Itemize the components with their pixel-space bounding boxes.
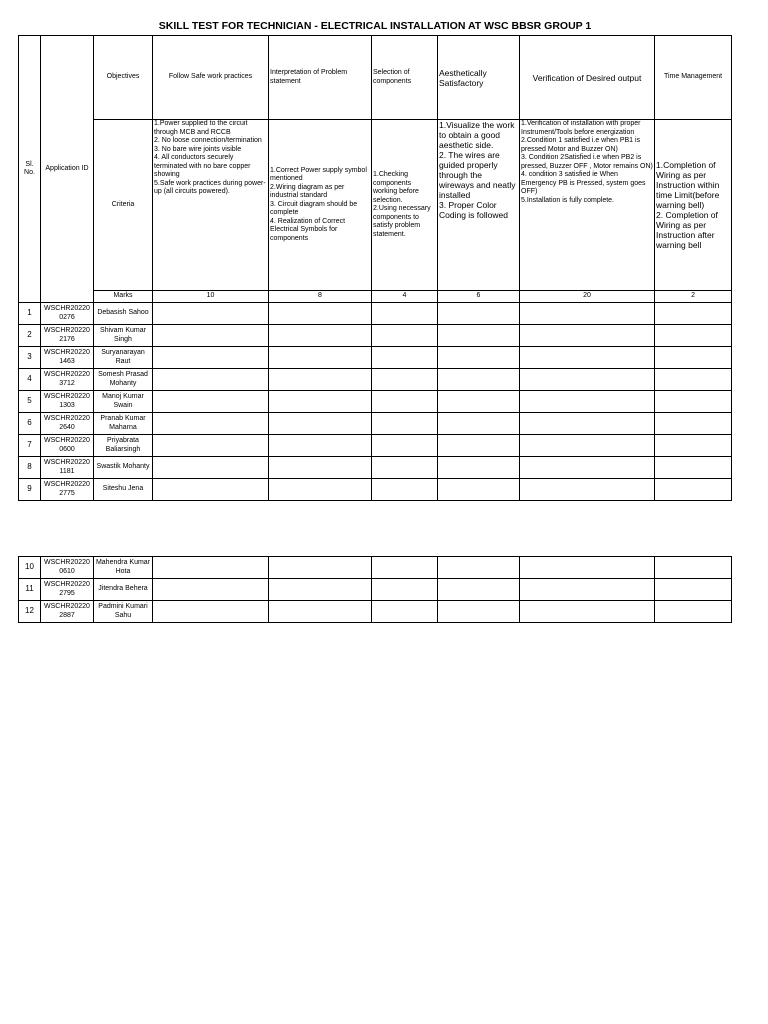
candidate-name: Jitendra Behera [94,579,153,601]
score-cell[interactable] [372,325,438,347]
objective-5-criteria: 1.Verification of installation with proper Instrument/Tools before energization 2.Condition 1 satisfied i.e when PB1 is pressed Motor and Buzzer ON) 3. Condition 2Satisfied i.e when PB2 is pressed, Buzzer OFF , Motor remains ON) 4. condition 3 satisfied ie When Emergency PB is Pressed, system goes OFF) 5.Installation is fully complete. [520,120,655,291]
application-id: WSCHR20220 2887 [41,601,94,623]
score-cell[interactable] [269,391,372,413]
score-cell[interactable] [372,347,438,369]
score-cell[interactable] [438,557,520,579]
objective-6-marks: 2 [655,291,732,303]
score-cell[interactable] [269,369,372,391]
score-cell[interactable] [269,413,372,435]
score-cell[interactable] [153,557,269,579]
page-title: SKILL TEST FOR TECHNICIAN - ELECTRICAL INSTALLATION AT WSC BBSR GROUP 1 [19,18,732,36]
score-cell[interactable] [153,601,269,623]
objective-4-criteria: 1.Visualize the work to obtain a good aesthetic side. 2. The wires are guided properly through the wireways and neatly installed 3. Proper Color Coding is followed [438,120,520,291]
table-row [19,369,732,391]
score-cell[interactable] [372,479,438,501]
score-cell[interactable] [269,435,372,457]
objective-4-marks: 6 [438,291,520,303]
score-cell[interactable] [269,303,372,325]
score-cell[interactable] [153,369,269,391]
application-id: WSCHR20220 2775 [41,479,94,501]
table-row [19,435,732,457]
score-cell[interactable] [655,369,732,391]
sl-no: 2 [19,325,41,347]
score-cell[interactable] [655,303,732,325]
table-row [19,601,732,623]
application-id-header: Application ID [41,36,94,303]
application-id: WSCHR20220 0276 [41,303,94,325]
candidate-name: Mahendra Kumar Hota [94,557,153,579]
application-id: WSCHR20220 2176 [41,325,94,347]
table-row [19,347,732,369]
criteria-label: Criteria [94,120,153,291]
score-cell[interactable] [655,579,732,601]
score-cell[interactable] [153,325,269,347]
score-cell[interactable] [655,325,732,347]
objective-2-marks: 8 [269,291,372,303]
sl-no: 10 [19,557,41,579]
score-cell[interactable] [153,579,269,601]
candidate-name: Siteshu Jena [94,479,153,501]
score-cell[interactable] [520,391,655,413]
candidate-name: Priyabrata Baliarsingh [94,435,153,457]
application-id: WSCHR20220 2795 [41,579,94,601]
score-cell[interactable] [153,479,269,501]
score-cell[interactable] [269,479,372,501]
candidate-name: Manoj Kumar Swain [94,391,153,413]
application-id: WSCHR20220 1181 [41,457,94,479]
candidate-name: Swastik Mohanty [94,457,153,479]
score-cell[interactable] [520,303,655,325]
score-cell[interactable] [153,413,269,435]
objective-2-criteria: 1.Correct Power supply symbol mentioned 2.Wiring diagram as per industrial standard 3. Circuit diagram should be complete 4. Realization of Correct Electrical Symbols for components [269,120,372,291]
candidate-rows-group-a [19,303,732,501]
application-id: WSCHR20220 2640 [41,413,94,435]
score-cell[interactable] [655,601,732,623]
candidate-table-group-b [18,556,732,623]
sl-no: 12 [19,601,41,623]
sl-no: 8 [19,457,41,479]
candidate-name: Suryanarayan Raut [94,347,153,369]
objective-1-header: Follow Safe work practices [153,36,269,120]
score-cell[interactable] [372,369,438,391]
objective-1-marks: 10 [153,291,269,303]
score-cell[interactable] [269,579,372,601]
application-id: WSCHR20220 1463 [41,347,94,369]
sl-no: 3 [19,347,41,369]
score-cell[interactable] [153,457,269,479]
score-cell[interactable] [520,413,655,435]
score-cell[interactable] [269,457,372,479]
objective-3-criteria: 1.Checking components working before selection. 2.Using necessary components to satisfy problem statement. [372,120,438,291]
score-cell[interactable] [269,347,372,369]
sl-no: 7 [19,435,41,457]
score-cell[interactable] [153,303,269,325]
score-cell[interactable] [372,303,438,325]
objective-2-header: Interpretation of Problem statement [269,36,372,120]
score-cell[interactable] [153,435,269,457]
score-cell[interactable] [438,391,520,413]
objective-5-header: Verification of Desired output [520,36,655,120]
objective-6-criteria: 1.Completion of Wiring as per Instruction within time Limit(before warning bell) 2. Completion of Wiring as per Instruction after warning bell [655,120,732,291]
score-cell[interactable] [438,347,520,369]
candidate-name: Somesh Prasad Mohanty [94,369,153,391]
application-id: WSCHR20220 0600 [41,435,94,457]
sl-no: 5 [19,391,41,413]
score-cell[interactable] [372,413,438,435]
table-row [19,325,732,347]
candidate-name: Padmini Kumari Sahu [94,601,153,623]
page-gap [18,501,731,556]
sl-no: 4 [19,369,41,391]
header-table [18,18,732,501]
score-cell[interactable] [269,557,372,579]
score-cell[interactable] [655,557,732,579]
score-cell[interactable] [655,457,732,479]
score-cell[interactable] [269,325,372,347]
score-cell[interactable] [520,369,655,391]
score-cell[interactable] [438,303,520,325]
score-cell[interactable] [520,325,655,347]
score-cell[interactable] [655,391,732,413]
score-cell[interactable] [372,391,438,413]
score-cell[interactable] [372,457,438,479]
objective-1-criteria: 1.Power supplied to the circuit through MCB and RCCB 2. No loose connection/termination 3. No bare wire joints visible 4. All conductors securely terminated with no bare copper showing 5.Safe work practices during power-up (all circuits powered). [153,120,269,291]
table-row [19,579,732,601]
score-cell[interactable] [438,457,520,479]
score-cell[interactable] [438,479,520,501]
score-cell[interactable] [655,435,732,457]
table-row [19,303,732,325]
objective-3-marks: 4 [372,291,438,303]
marks-label: Marks [94,291,153,303]
objective-6-header: Time Management [655,36,732,120]
score-cell[interactable] [372,601,438,623]
score-cell[interactable] [372,557,438,579]
score-cell[interactable] [655,479,732,501]
score-cell[interactable] [520,557,655,579]
score-cell[interactable] [269,601,372,623]
objective-5-marks: 20 [520,291,655,303]
candidate-name: Shivam Kumar Singh [94,325,153,347]
score-cell[interactable] [520,479,655,501]
score-sheet [18,18,731,623]
application-id: WSCHR20220 0610 [41,557,94,579]
score-cell[interactable] [438,413,520,435]
score-cell[interactable] [520,457,655,479]
score-cell[interactable] [438,579,520,601]
sl-no: 11 [19,579,41,601]
sl-no: 9 [19,479,41,501]
table-row [19,413,732,435]
objective-3-header: Selection of components [372,36,438,120]
score-cell[interactable] [372,579,438,601]
sl-no: 1 [19,303,41,325]
score-cell[interactable] [438,369,520,391]
score-cell[interactable] [372,435,438,457]
application-id: WSCHR20220 3712 [41,369,94,391]
table-row [19,479,732,501]
table-row [19,457,732,479]
objectives-label: Objectives [94,36,153,120]
score-cell[interactable] [438,601,520,623]
score-cell[interactable] [438,325,520,347]
score-cell[interactable] [655,413,732,435]
table-row [19,557,732,579]
sl-no-header: Sl. No. [19,36,41,303]
score-cell[interactable] [520,435,655,457]
score-cell[interactable] [655,347,732,369]
score-cell[interactable] [438,435,520,457]
objective-4-header: Aesthetically Satisfactory [438,36,520,120]
score-cell[interactable] [520,579,655,601]
score-cell[interactable] [520,601,655,623]
sl-no: 6 [19,413,41,435]
table-row [19,391,732,413]
application-id: WSCHR20220 1303 [41,391,94,413]
score-cell[interactable] [153,391,269,413]
score-cell[interactable] [520,347,655,369]
candidate-name: Debasish Sahoo [94,303,153,325]
candidate-name: Pranab Kumar Maharna [94,413,153,435]
score-cell[interactable] [153,347,269,369]
